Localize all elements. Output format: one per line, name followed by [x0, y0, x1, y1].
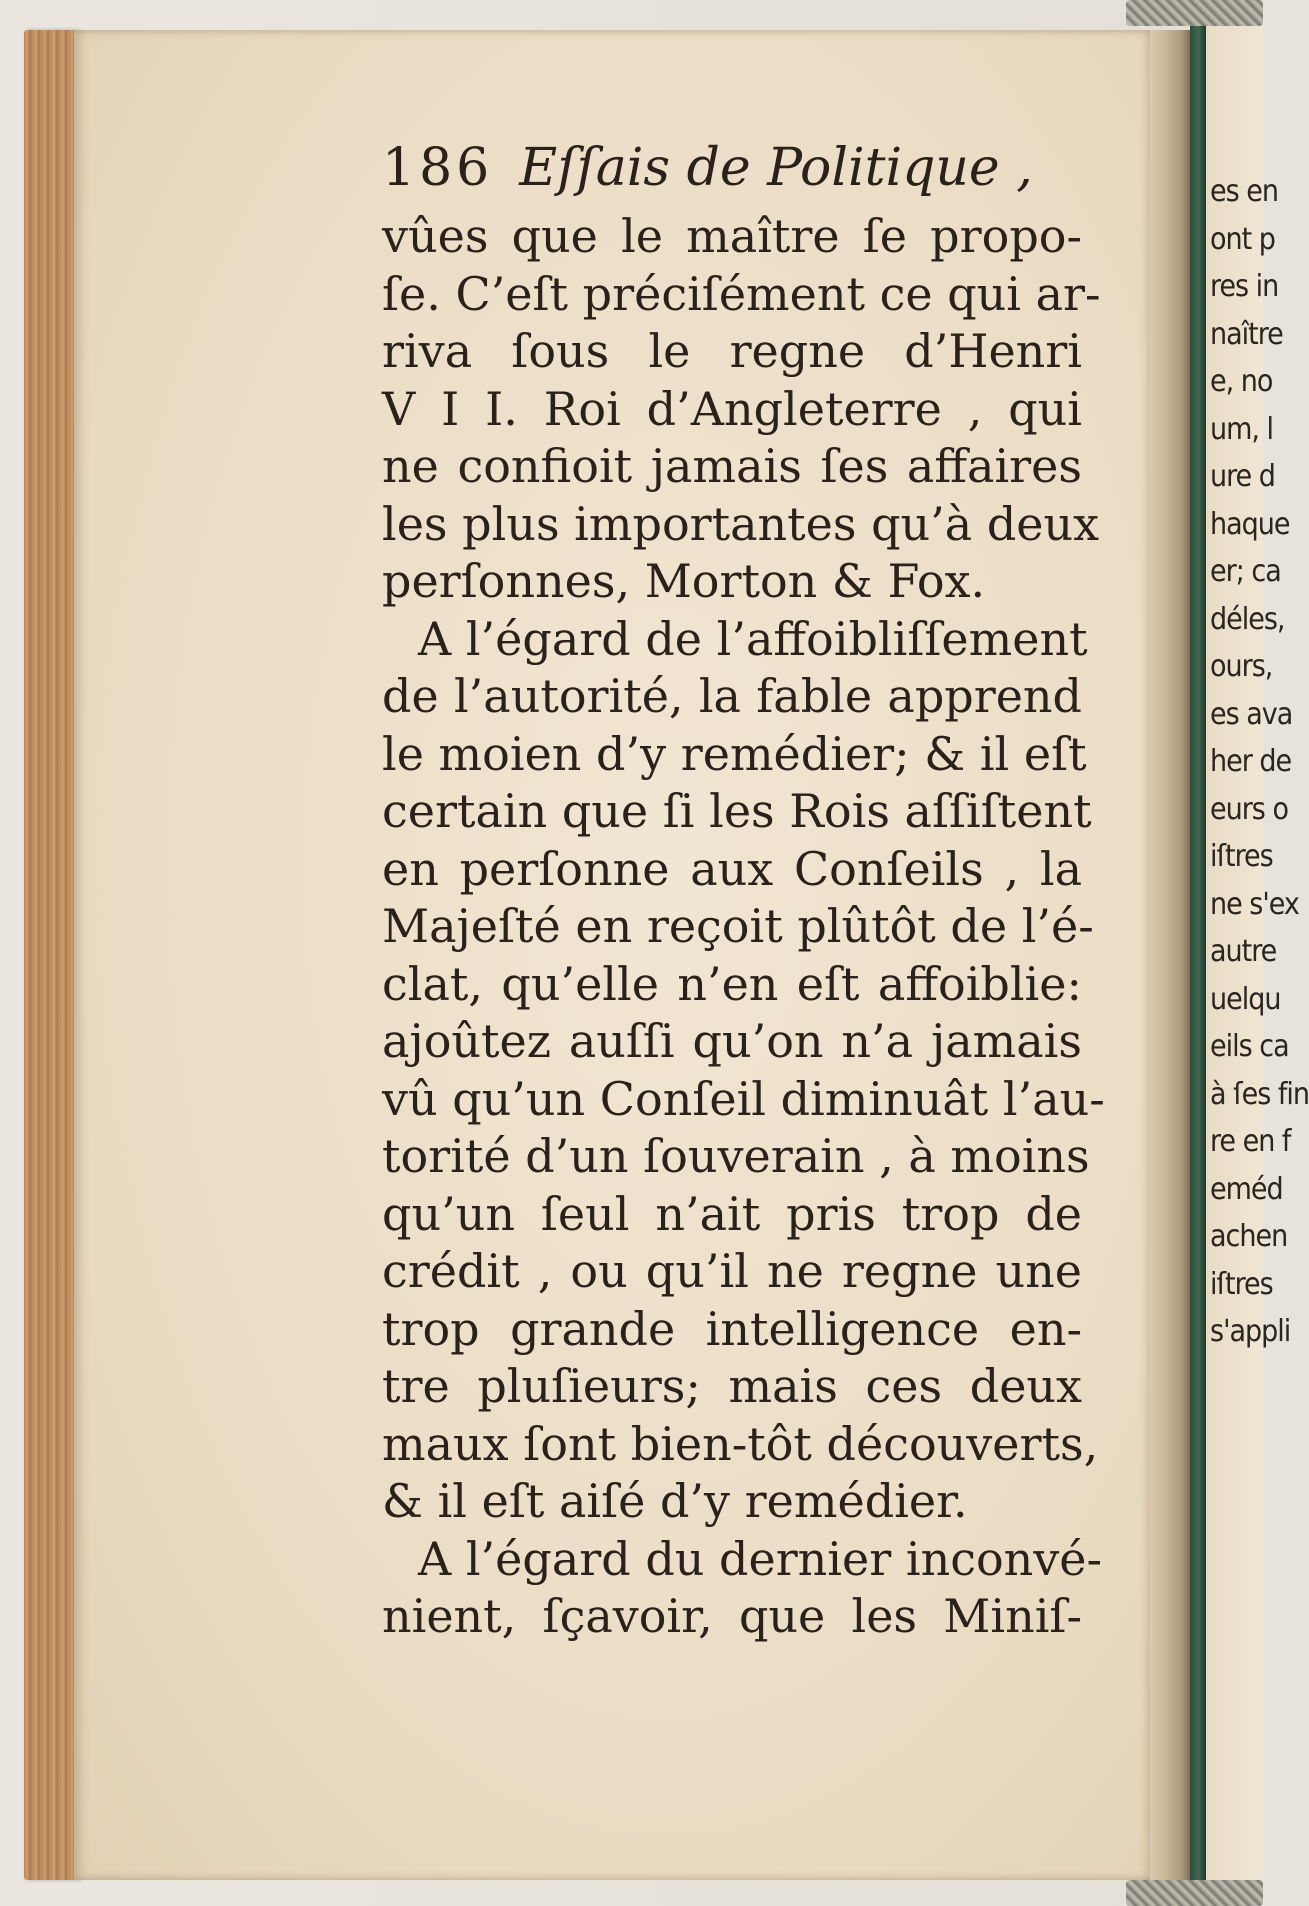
- text-line: V I I. Roi d’Angleterre , qui: [382, 381, 1082, 436]
- text-line: certain que ſi les Rois aſſiſtent: [382, 784, 1092, 838]
- text-line: torité d’un ſouverain , à moins: [382, 1129, 1090, 1183]
- facing-page-line: iſtres: [1210, 1266, 1273, 1302]
- facing-page-line: ont p: [1210, 221, 1275, 257]
- facing-page-line: eméd: [1210, 1171, 1283, 1207]
- facing-page-line: res in: [1210, 269, 1279, 304]
- facing-page-line: e, no: [1210, 364, 1273, 399]
- facing-page-line: iſtres: [1210, 839, 1273, 874]
- facing-page-line: à ſes fin: [1210, 1076, 1309, 1112]
- facing-page-line: ure d: [1210, 459, 1275, 494]
- facing-page-line: ne s'ex: [1210, 886, 1299, 922]
- facing-page-line: naître: [1210, 316, 1283, 352]
- text-line: A l’égard de l’affoibliſſement: [418, 611, 1088, 666]
- book-fore-edge: [24, 30, 80, 1880]
- book-gutter: [1150, 30, 1190, 1880]
- facing-page-line: er; ca: [1210, 554, 1281, 589]
- facing-page-line: autre: [1210, 934, 1277, 969]
- body-text: [382, 208, 1105, 1646]
- text-line: ajoûtez auſſi qu’on n’a jamais: [382, 1014, 1082, 1068]
- text-line: de l’autorité, la fable apprend: [382, 669, 1082, 723]
- text-line: clat, qu’elle n’en eſt affoiblie:: [382, 956, 1082, 1011]
- binding-band: [1190, 26, 1206, 1884]
- facing-page-line: s'appli: [1210, 1314, 1291, 1349]
- text-line: maux ſont bien-tôt découverts,: [382, 1416, 1099, 1471]
- page-header: [382, 136, 1082, 208]
- text-line: trop grande intelligence en-: [382, 1301, 1082, 1356]
- facing-page-line: uelqu: [1210, 981, 1281, 1017]
- text-line: les plus importantes qu’à deux: [382, 496, 1100, 551]
- text-line: ne confioit jamais ſes affaires: [382, 439, 1082, 493]
- facing-page-fragment: [1206, 22, 1309, 1888]
- page-number: 186: [382, 138, 494, 198]
- facing-page-line: achen: [1210, 1219, 1288, 1254]
- ribbon-top: [1126, 0, 1263, 26]
- text-line: perſonnes, Morton & Fox.: [382, 554, 986, 608]
- facing-page-line: re en f: [1210, 1124, 1291, 1159]
- text-line: Majeſté en reçoit plûtôt de l’é-: [382, 899, 1094, 953]
- text-line: riva ſous le regne d’Henri: [382, 324, 1082, 378]
- text-line: en perſonne aux Conſeils , la: [382, 841, 1082, 896]
- facing-page-line: um, l: [1210, 411, 1274, 447]
- text-line: le moien d’y remédier; & il eſt: [382, 726, 1087, 781]
- facing-page-line: her de: [1210, 744, 1292, 779]
- text-line: tre pluſieurs; mais ces deux: [382, 1359, 1082, 1413]
- facing-page-line: es ava: [1210, 696, 1293, 732]
- text-line: A l’égard du dernier inconvé-: [418, 1531, 1103, 1586]
- facing-page-line: déles,: [1210, 601, 1285, 637]
- ribbon-bottom: [1126, 1880, 1263, 1906]
- facing-page-line: eils ca: [1210, 1029, 1289, 1064]
- text-line: ſe. C’eſt préciſément ce qui ar-: [382, 266, 1101, 321]
- text-line: & il eſt aiſé d’y remédier.: [382, 1474, 968, 1528]
- facing-page-line: haque: [1210, 506, 1290, 542]
- page-text: [382, 136, 1105, 1646]
- text-line: vû qu’un Conſeil diminuât l’au-: [382, 1071, 1105, 1126]
- facing-page-line: eurs o: [1210, 791, 1288, 827]
- text-line: vûes que le maître ſe propo-: [382, 209, 1082, 263]
- text-line: crédit , ou qu’il ne regne une: [382, 1244, 1082, 1298]
- facing-page-line: ours,: [1210, 649, 1273, 684]
- running-head: Eſſais de Politique ,: [519, 138, 1033, 198]
- facing-page-line: es en: [1210, 174, 1278, 209]
- text-line: nient, ſçavoir, que les Miniſ-: [382, 1589, 1082, 1643]
- text-line: qu’un ſeul n’ait pris trop de: [382, 1186, 1082, 1241]
